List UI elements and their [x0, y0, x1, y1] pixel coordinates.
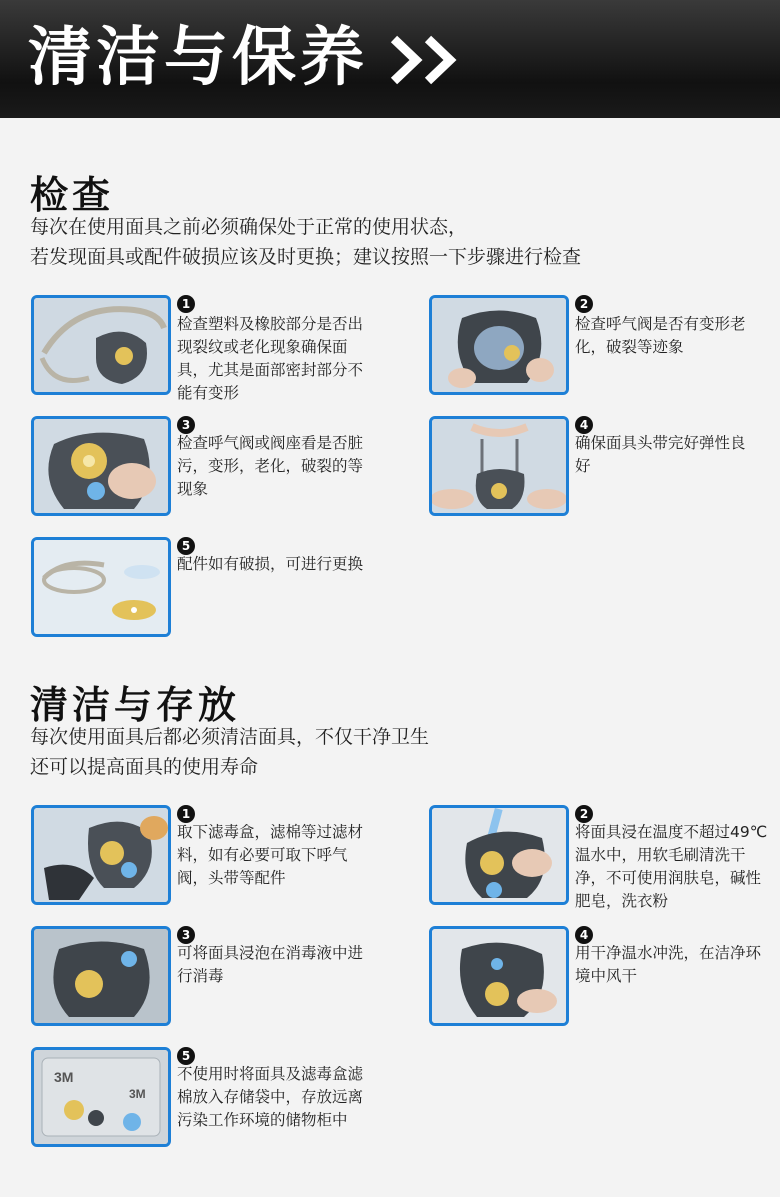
step-photo: [31, 295, 171, 395]
mask-photo-icon: [432, 419, 566, 513]
storage-bag-icon: [34, 1050, 168, 1144]
step-number-badge: 1: [177, 805, 195, 823]
step-text: 配件如有破损，可进行更换: [177, 555, 364, 573]
mask-photo-icon: [432, 808, 566, 902]
step-text: 确保面具头带完好弹性良好: [575, 434, 746, 475]
step-number-badge: 1: [177, 295, 195, 313]
step-photo: [429, 805, 569, 905]
double-chevron-icon: [388, 33, 464, 87]
step-photo: [429, 295, 569, 395]
svg-text:3M: 3M: [54, 1069, 74, 1085]
mask-photo-icon: [34, 419, 168, 513]
step-number-badge: 5: [177, 537, 195, 555]
section-heading-inspection: 检查: [30, 173, 115, 217]
step-number-badge: 4: [575, 416, 593, 434]
step-text: 检查塑料及橡胶部分是否出现裂纹或老化现象确保面具，尤其是面部密封部分不能有变形: [177, 315, 364, 402]
step-number-badge: 3: [177, 416, 195, 434]
step-text: 不使用时将面具及滤毒盒滤棉放入存储袋中，存放远离污染工作环境的储物柜中: [177, 1065, 364, 1129]
step-photo: [31, 805, 171, 905]
step-number-badge: 2: [575, 805, 593, 823]
title-banner: [0, 0, 780, 118]
step-text: 可将面具浸泡在消毒液中进行消毒: [177, 944, 364, 985]
step-text: 将面具浸在温度不超过49℃温水中，用软毛刷清洗干净，不可使用润肤皂，碱性肥皂，洗衣粉: [575, 823, 768, 910]
step-number-badge: 3: [177, 926, 195, 944]
intro-line: 若发现面具或配件破损应该及时更换；建议按照一下步骤进行检查: [30, 246, 582, 268]
step-photo: [31, 926, 171, 1026]
step-photo: [31, 1047, 171, 1147]
intro-line: 每次在使用面具之前必须确保处于正常的使用状态，: [30, 216, 468, 238]
step-number-badge: 5: [177, 1047, 195, 1065]
banner-title: 清洁与保养: [28, 21, 368, 95]
mask-photo-icon: [432, 929, 566, 1023]
section-heading-cleaning: 清洁与存放: [30, 683, 241, 727]
step-text: 用干净温水冲洗，在洁净环境中风干: [575, 944, 762, 985]
mask-photo-icon: [34, 929, 168, 1023]
spare-parts-icon: [34, 540, 168, 634]
cleaning-intro: [30, 722, 429, 782]
step-photo: [31, 416, 171, 516]
step-photo: [429, 926, 569, 1026]
svg-text:3M: 3M: [129, 1087, 146, 1101]
step-photo: [429, 416, 569, 516]
intro-line: 每次使用面具后都必须清洁面具，不仅干净卫生: [30, 726, 430, 748]
step-text: 检查呼气阀是否有变形老化，破裂等迹象: [575, 315, 746, 356]
step-text: 检查呼气阀或阀座看是否脏污，变形，老化，破裂的等现象: [177, 434, 364, 498]
mask-photo-icon: [34, 298, 168, 392]
step-photo: [31, 537, 171, 637]
mask-photo-icon: [34, 808, 168, 902]
mask-photo-icon: [432, 298, 566, 392]
inspection-intro: [30, 212, 581, 272]
intro-line: 还可以提高面具的使用寿命: [30, 756, 259, 778]
step-number-badge: 4: [575, 926, 593, 944]
step-text: 取下滤毒盒，滤棉等过滤材料，如有必要可取下呼气阀，头带等配件: [177, 823, 364, 887]
step-number-badge: 2: [575, 295, 593, 313]
